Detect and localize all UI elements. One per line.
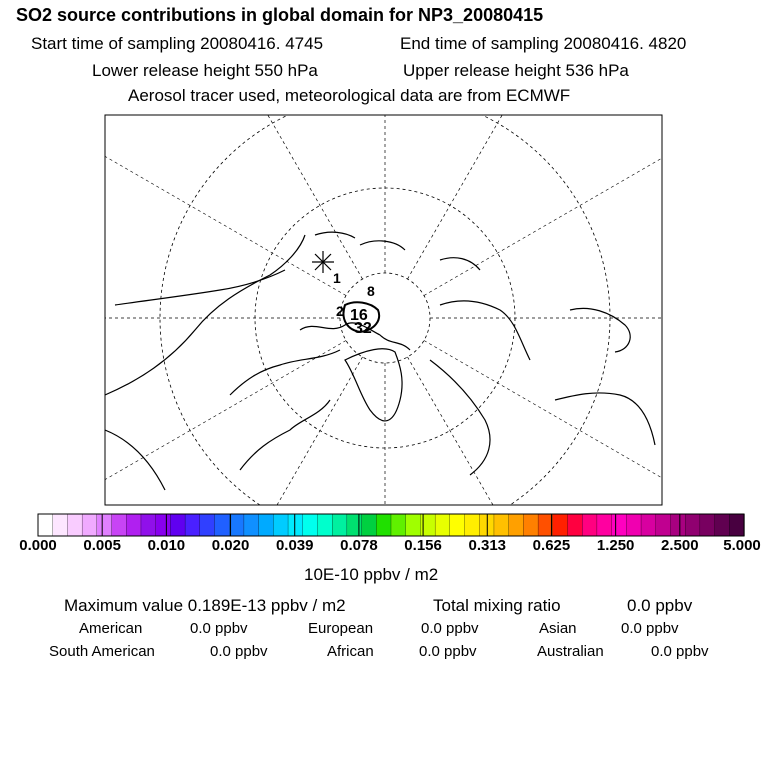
colorbar-tick-label: 0.039	[275, 537, 314, 554]
contour-label: 2	[336, 303, 344, 319]
colorbar-tick-label: 0.156	[404, 537, 442, 554]
map-frame	[105, 115, 662, 505]
australian-label: Australian	[537, 643, 604, 660]
colorbar-tick-label: 0.010	[147, 537, 186, 554]
south-american-label: South American	[49, 643, 155, 660]
total-mixing-ratio-value: 0.0 ppbv	[627, 596, 693, 615]
colorbar-tick-label: 0.313	[468, 537, 507, 554]
colorbar-tick-label: 0.005	[83, 537, 121, 554]
colorbar-tick-label: 5.000	[723, 537, 761, 554]
asian-label: Asian	[539, 620, 577, 637]
colorbar-tick-label: 1.250	[596, 537, 635, 554]
colorbar-tick-label: 0.020	[211, 537, 250, 554]
european-label: European	[308, 620, 374, 637]
upper-release-height: Upper release height 536 hPa	[403, 61, 629, 80]
total-mixing-ratio-label: Total mixing ratio	[433, 596, 561, 615]
european-value: 0.0 ppbv	[421, 620, 479, 637]
contour-label: 1	[333, 270, 341, 286]
contour-label: 32	[354, 320, 372, 337]
asian-value: 0.0 ppbv	[621, 620, 679, 637]
lower-release-height: Lower release height 550 hPa	[92, 61, 318, 80]
contour-label: 8	[367, 283, 375, 299]
start-time: Start time of sampling 20080416. 4745	[31, 34, 324, 53]
maximum-value: Maximum value 0.189E-13 ppbv / m2	[64, 596, 346, 615]
contour-label: 16	[350, 307, 368, 324]
end-time: End time of sampling 20080416. 4820	[400, 34, 687, 53]
south-american-value: 0.0 ppbv	[210, 643, 268, 660]
colorbar-tick-label: 0.625	[532, 537, 571, 554]
page-title: SO2 source contributions in global domain for NP3_20080415	[16, 5, 544, 25]
colorbar-tick-label: 0.078	[340, 537, 378, 554]
colorbar-tick-label: 0.000	[19, 537, 57, 554]
tracer-note: Aerosol tracer used, meteorological data are from ECMWF	[128, 86, 571, 105]
african-value: 0.0 ppbv	[419, 643, 477, 660]
asterisk-icon	[312, 251, 334, 273]
colorbar-tick-label: 2.500	[661, 537, 699, 554]
american-value: 0.0 ppbv	[190, 620, 248, 637]
american-label: American	[79, 620, 143, 637]
australian-value: 0.0 ppbv	[651, 643, 709, 660]
colorbar-unit-label: 10E-10 ppbv / m2	[304, 565, 439, 584]
african-label: African	[327, 643, 374, 660]
